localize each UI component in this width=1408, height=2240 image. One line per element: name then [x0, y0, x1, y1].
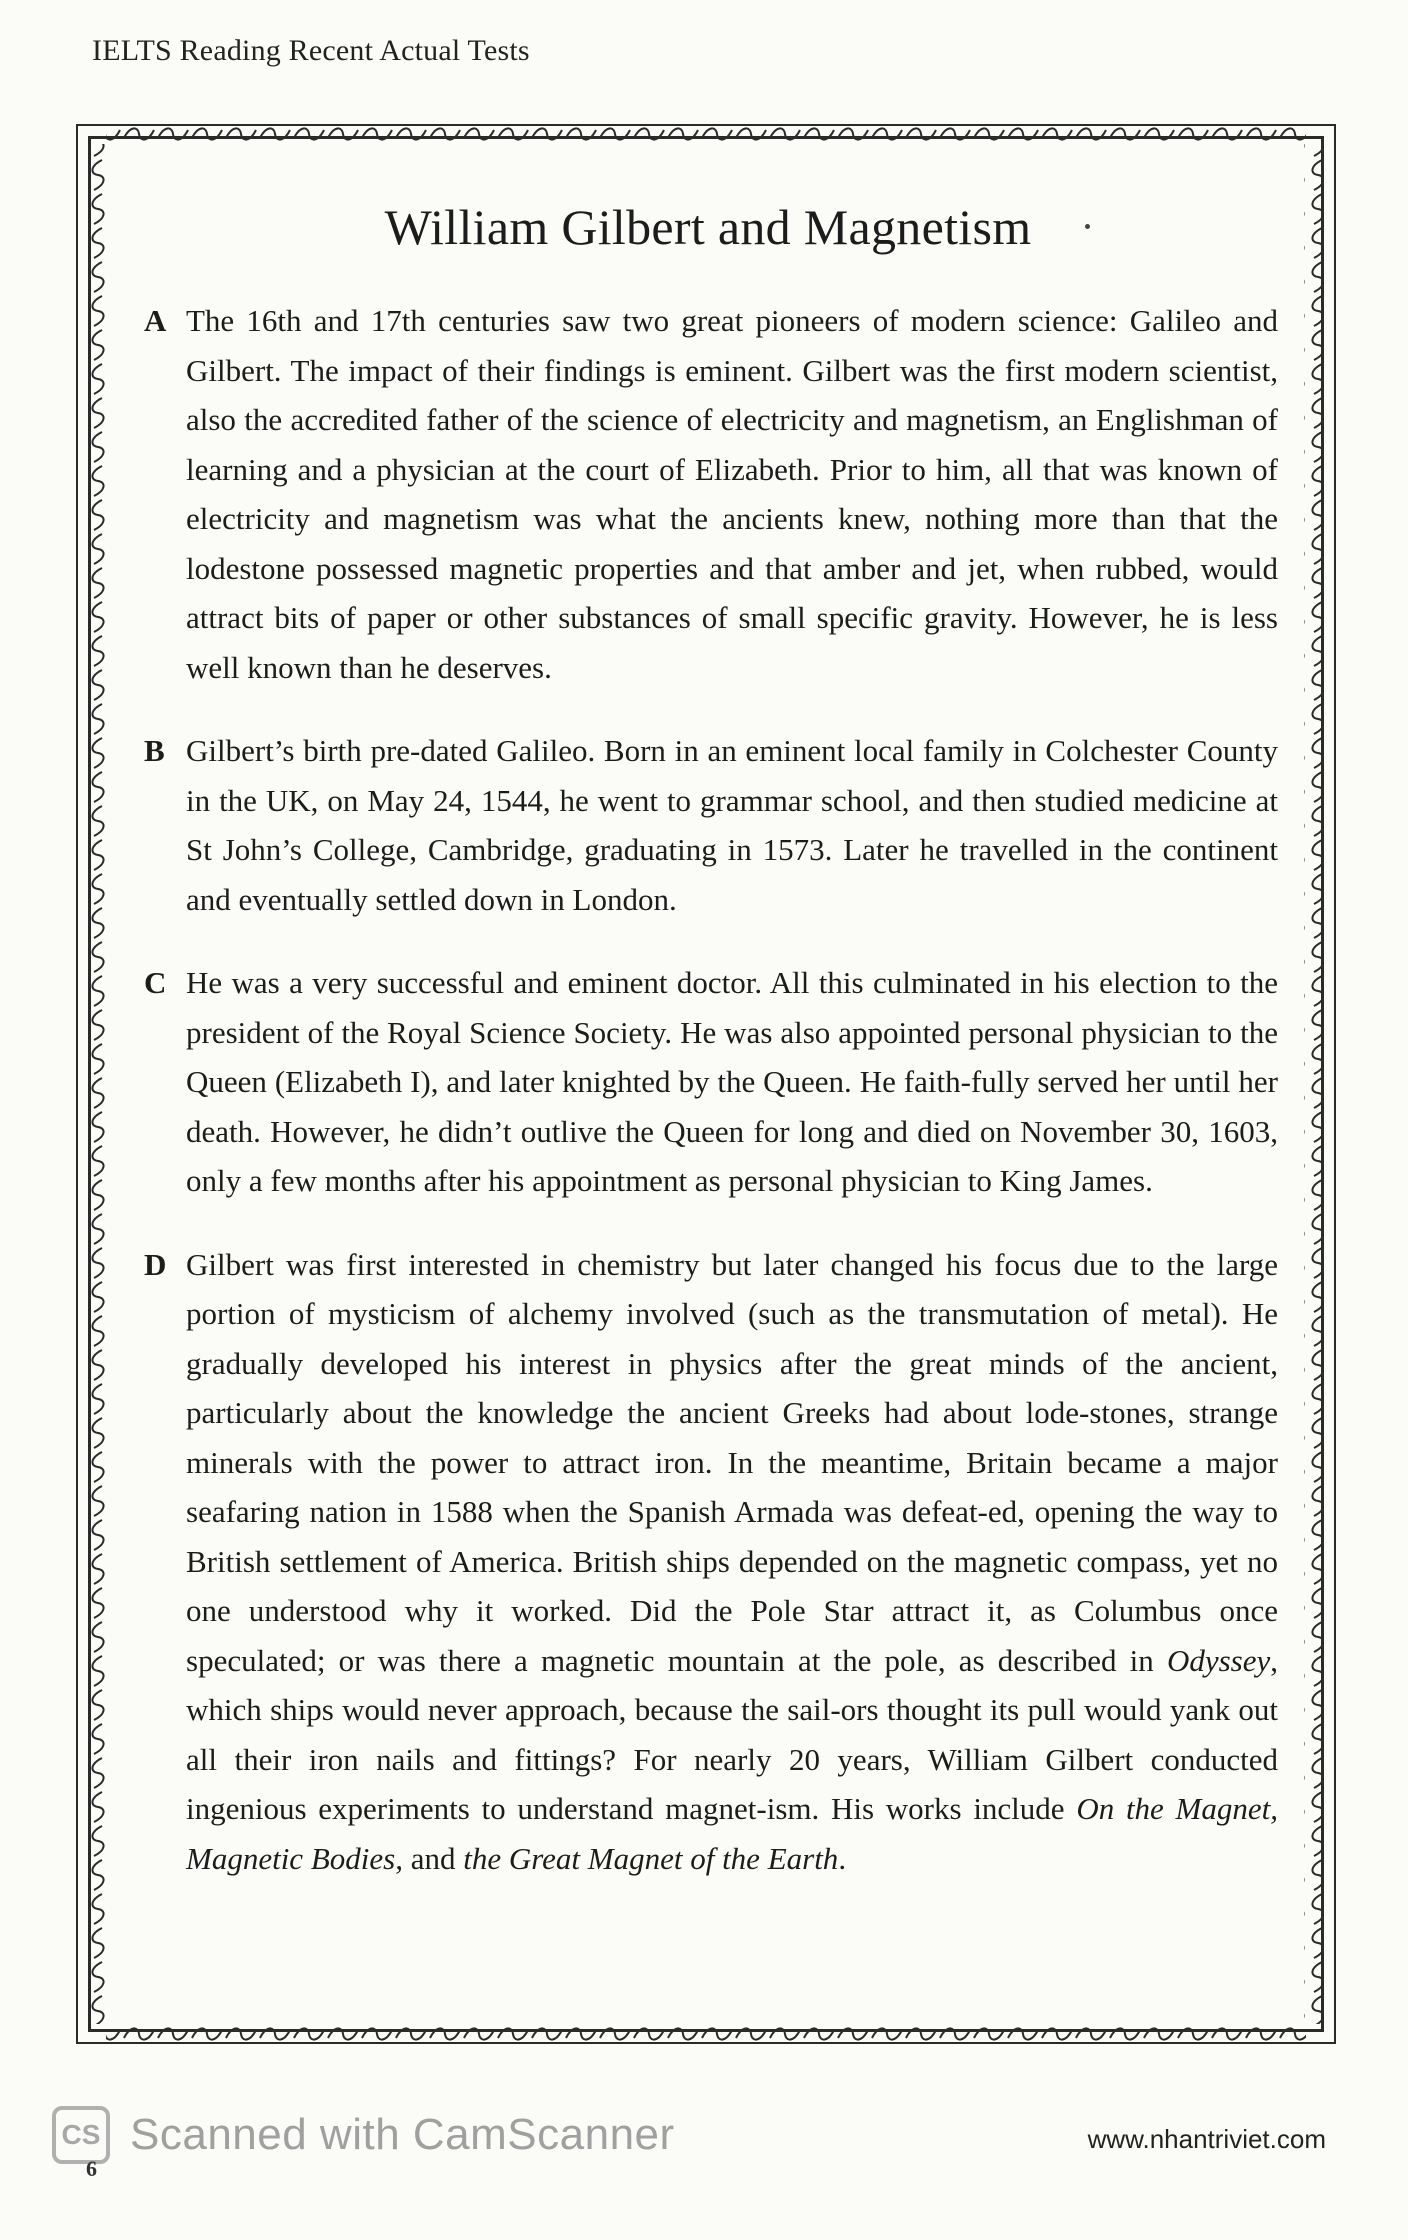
footer-url: www.nhantriviet.com — [1087, 2124, 1326, 2154]
paragraph-letter: A — [144, 303, 167, 338]
paragraph-c — [138, 958, 1278, 1206]
paragraph-letter: C — [144, 965, 167, 1000]
paragraph-text: He was a very successful and eminent doctor. All this culminated in his election to the president of the Royal Science Society. He was also appointed personal physician to the Queen (Elizabeth I), and later knighted by the Queen. He faith-fully served her until her death. However, he didn’t outlive the Queen for long and died on November 30, 1603, only a few months after his appointment as personal physician to King James. — [186, 965, 1278, 1198]
scanner-text: Scanned with CamScanner — [130, 2110, 675, 2159]
article — [138, 180, 1278, 1917]
paragraph-text-part: and — [402, 1840, 464, 1876]
paragraph-text: Gilbert’s birth pre-dated Galileo. Born in an eminent local family in Colchester County in the UK, on May 24, 1544, he went to grammar school, and then studied medicine at St John’s College, Cambridge, graduating in 1573. Later he travelled in the continent and eventually settled down in London. — [186, 733, 1278, 917]
camscanner-logo-icon — [52, 2106, 110, 2181]
paragraph-text-part: . — [838, 1840, 847, 1876]
cs-logo-text: CS — [61, 2119, 101, 2150]
great-magnet-title: the Great Magnet of the Earth — [463, 1840, 839, 1876]
paragraph-letter: B — [144, 733, 165, 768]
paragraph-text — [186, 1240, 1278, 1884]
paragraph-a — [138, 296, 1278, 692]
scanner-watermark — [52, 2106, 675, 2181]
works-title: On the Magnet, Magnetic Bodies, — [186, 1791, 1278, 1876]
paragraph-b — [138, 726, 1278, 924]
running-head: IELTS Reading Recent Actual Tests — [92, 34, 530, 67]
page-number: 6 — [86, 2156, 97, 2181]
paragraph-text-part: Gilbert was first interested in chemistry but later changed his focus due to the large portion of mysticism of alchemy involved (such as the transmutation of metal). He gradually developed his interest in physics after the great minds of the ancient, particularly about the knowledge the ancient Greeks had about lode-stones, strange minerals with the power to attract iron. In the meantime, Britain became a major seafaring nation in 1588 when the Spanish Armada was defeat-ed, opening the way to British settlement of America. British ships depended on the magnetic compass, yet no one understood why it worked. Did the Pole Star attract it, as Columbus once speculated; or was there a magnetic mountain at the pole, as described in — [186, 1246, 1278, 1678]
paragraph-letter: D — [144, 1246, 167, 1282]
paragraph-text: The 16th and 17th centuries saw two great pioneers of modern science: Galileo and Gilbert. The impact of their findings is eminent. Gilbert was the first modern scientist, also the accredited father of the science of electricity and magnetism, an Englishman of learning and a physician at the court of Elizabeth. Prior to him, all that was known of electricity and magnetism was what the ancients knew, nothing more than that the lodestone possessed magnetic properties and that amber and jet, when rubbed, would attract bits of paper or other substances of small specific gravity. However, he is less well known than he deserves. — [186, 303, 1278, 685]
paragraph-text-part: , which ships would never approach, because the sail-ors thought its pull would yank out all their iron nails and fittings? For nearly 20 years, William Gilbert conducted ingenious experiments to understand magnet-ism. His works include — [186, 1642, 1278, 1826]
article-title: William Gilbert and Magnetism — [384, 199, 1032, 255]
odyssey-title: Odyssey — [1166, 1642, 1271, 1678]
paragraph-d — [138, 1240, 1278, 1884]
